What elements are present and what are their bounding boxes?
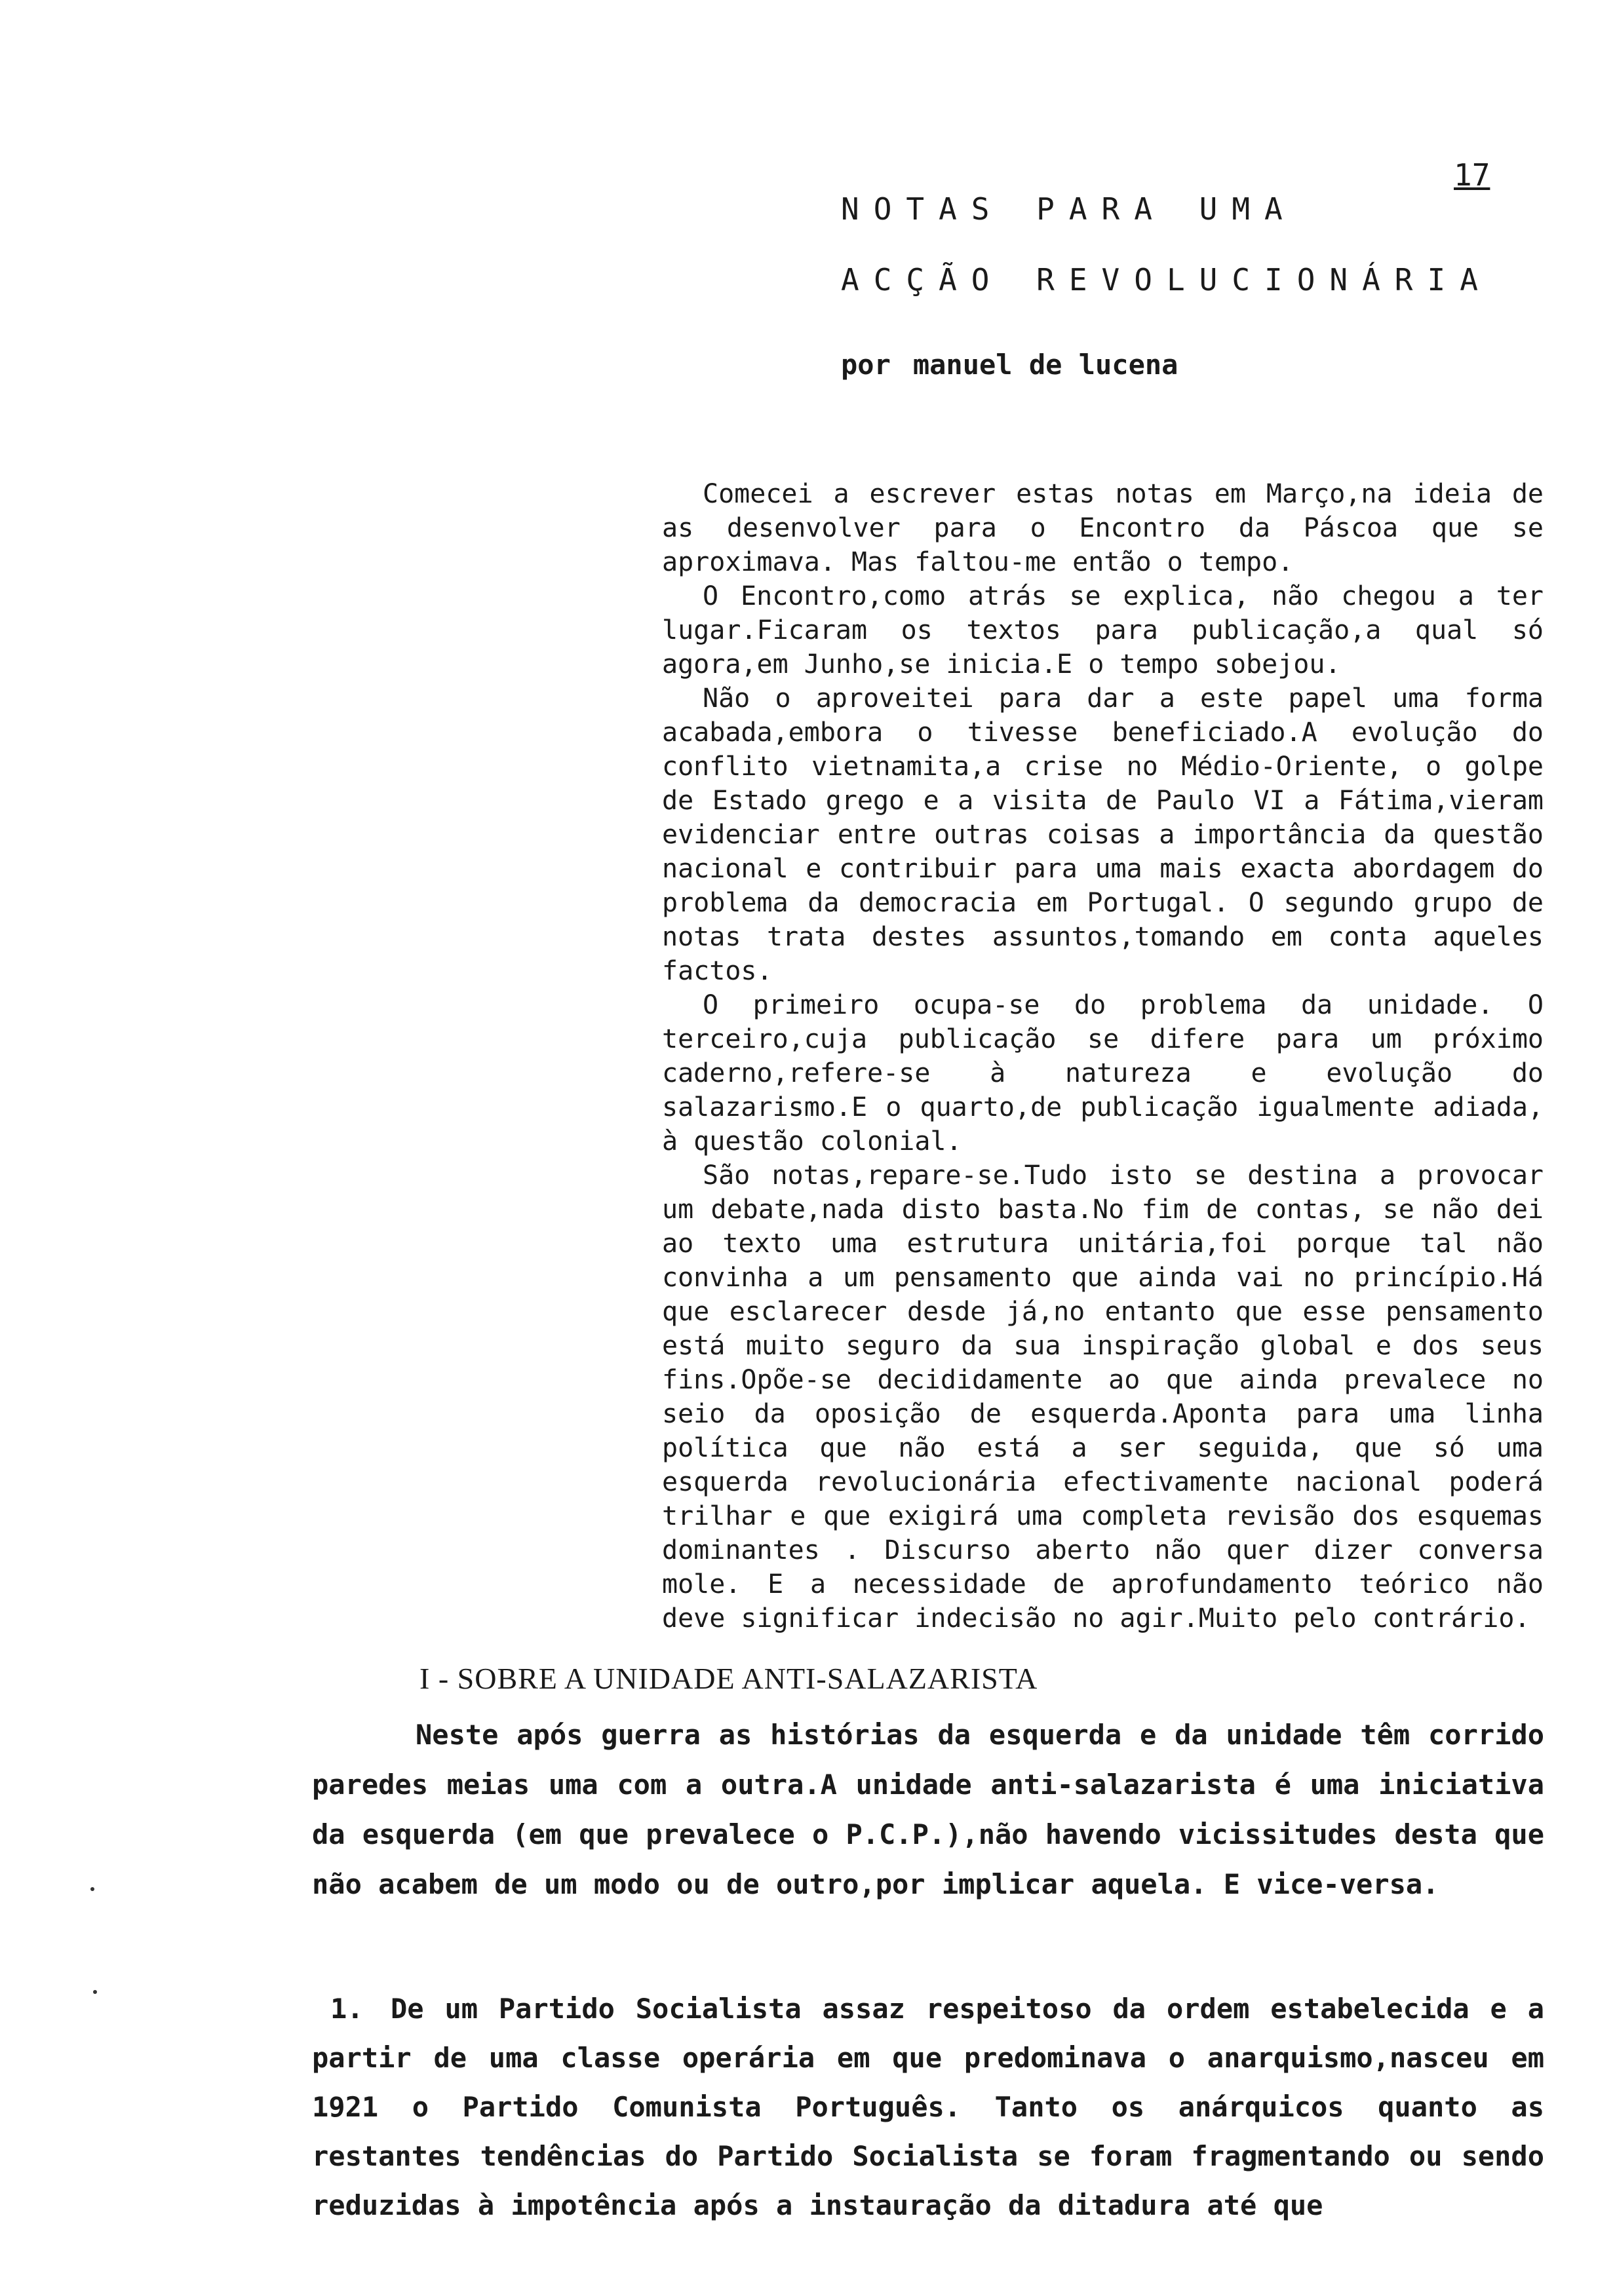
intro-text [662,477,1544,1636]
intro-paragraph: O primeiro ocupa-se do problema da unidade. O terceiro,cuja publicação se difere para um próximo caderno,refere-se à natureza e evolução do salazarismo.E o quarto,de publicação igualmente adiada, à questão colonial. [662,990,1544,1157]
byline-prefix: por [841,349,891,381]
intro-paragraph: O Encontro,como atrás se explica, não chegou a ter lugar.Ficaram os textos para publicação,a qual só agora,em Junho,se inicia.E o tempo sobejou. [662,581,1544,679]
intro-paragraph: São notas,repare-se.Tudo isto se destina a provocar um debate,nada disto basta.No fim de contas, se não dei ao texto uma estrutura unitária,foi porque tal não convinha a um pensamento que ainda vai no princípio.Há que esclarecer desde já,no entanto que esse pensamento está muito seguro da sua inspiração global e dos seus fins.Opõe-se decididamente ao que ainda prevalece no seio da oposição de esquerda.Aponta para uma linha política que não está a ser seguida, que só uma esquerda revolucionária efectivamente nacional poderá trilhar e que exigirá uma completa revisão dos esquemas dominantes . Discurso aberto não quer dizer conversa mole. E a necessidade de aprofundamento teórico não deve significar indecisão no agir.Muito pelo contrário. [662,1160,1544,1634]
byline-author: manuel de lucena [912,349,1178,381]
scan-speck [90,1887,94,1891]
title-line-2: ACÇÃO REVOLUCIONÁRIA [841,262,1492,297]
section-heading: I - SOBRE A UNIDADE ANTI-SALAZARISTA [419,1662,1038,1695]
section-intro-paragraph: Neste após guerra as histórias da esquerda e da unidade têm corrido paredes meias uma com a outra.A unidade anti-salazarista é uma iniciativa da esquerda (em que prevalece o P.C.P.),não havendo vicissitudes desta que não acabem de um modo ou de outro,por implicar aquela. E vice-versa. [312,1719,1544,1900]
item-text: De um Partido Socialista assaz respeitoso da ordem estabelecida e a partir de uma classe operária em que predominava o anarquismo,nasceu em 1921 o Partido Comunista Português. Tanto os anárquicos quanto as restantes tendências do Partido Socialista se foram fragmentando ou sendo reduzidas à impotência após a instauração da ditadura até que [312,1993,1544,2221]
title-line-1: NOTAS PARA UMA [841,191,1297,227]
scan-speck [93,1990,97,1994]
numbered-item-paragraph [312,1984,1544,2230]
section-intro [312,1710,1544,1909]
intro-paragraph: Não o aproveitei para dar a este papel uma forma acabada,embora o tivesse beneficiado.A evolução do conflito vietnamita,a crise no Médio-Oriente, o golpe de Estado grego e a visita de Paulo VI a Fátima,vieram evidenciar entre outras coisas a importância da questão nacional e contribuir para uma mais exacta abordagem do problema da democracia em Portugal. O segundo grupo de notas trata destes assuntos,tomando em conta aqueles factos. [662,683,1544,986]
byline [841,349,1178,381]
item-number: 1. [330,1993,364,2025]
intro-paragraph: Comecei a escrever estas notas em Março,na ideia de as desenvolver para o Encontro da Páscoa que se aproximava. Mas faltou-me então o tempo. [662,479,1544,577]
page-number: 17 [1454,157,1490,193]
numbered-item [312,1984,1544,2230]
